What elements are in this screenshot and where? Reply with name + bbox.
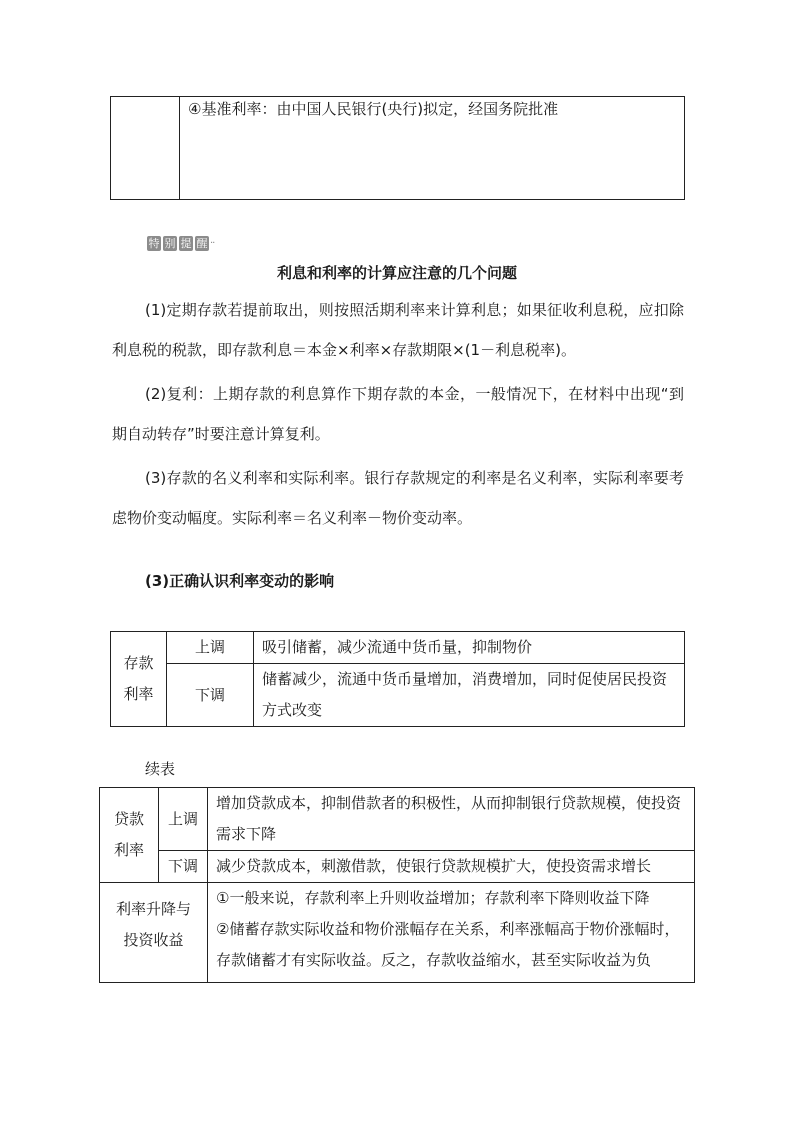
empty-cell xyxy=(111,97,180,200)
section-title: 利息和利率的计算应注意的几个问题 xyxy=(276,264,517,282)
paragraph-2: (2)复利：上期存款的利息算作下期存款的本金，一般情况下，在材料中出现“到期自动转存”时要注意计算复利。 xyxy=(112,385,684,443)
effect-cell: 吸引储蓄，减少流通中货币量，抑制物价 xyxy=(254,632,685,664)
benchmark-rate-table xyxy=(110,96,685,200)
badge-char: 特 xyxy=(148,236,160,250)
returns-point: ①一般来说，存款利率上升则收益增加；存款利率下降则收益下降 xyxy=(216,889,650,907)
paragraph-1: (1)定期存款若提前取出，则按照活期利率来计算利息；如果征收利息税，应扣除利息税的税款，即存款利息＝本金×利率×存款期限×(1－利息税率)。 xyxy=(112,301,684,359)
badge-char: 别 xyxy=(164,236,176,250)
loan-category-line: 贷款 xyxy=(113,810,144,828)
direction-cell: 上调 xyxy=(159,788,208,851)
loan-rate-table xyxy=(99,787,695,983)
effect-cell: 增加贷款成本，抑制借款者的积极性，从而抑制银行贷款规模，使投资需求下降 xyxy=(208,788,695,851)
continued-table-label: 续表 xyxy=(145,760,176,778)
returns-point: ②储蓄存款实际收益和物价涨幅存在关系，利率涨幅高于物价涨幅时，存款储蓄才有实际收益。反之，存款收益缩水，甚至实际收益为负 xyxy=(216,920,680,969)
badge-dots: ·· xyxy=(210,237,215,249)
paragraph-3: (3)存款的名义利率和实际利率。银行存款规定的利率是名义利率，实际利率要考虑物价变动幅度。实际利率＝名义利率－物价变动率。 xyxy=(112,469,684,527)
returns-label-cell xyxy=(100,883,208,983)
loan-category-cell xyxy=(100,788,159,883)
direction-cell: 下调 xyxy=(159,851,208,883)
deposit-category-line: 存款 xyxy=(123,654,154,672)
effect-cell: 减少贷款成本，刺激借款，使银行贷款规模扩大，使投资需求增长 xyxy=(208,851,695,883)
badge-char: 醒 xyxy=(196,236,208,250)
benchmark-rate-text: ④基准利率：由中国人民银行(央行)拟定，经国务院批准 xyxy=(180,97,685,200)
sub-heading: (3)正确认识利率变动的影响 xyxy=(145,572,335,590)
deposit-category-cell xyxy=(111,632,167,727)
loan-category-line: 利率 xyxy=(113,841,144,859)
direction-cell: 上调 xyxy=(167,632,254,664)
effect-cell: 储蓄减少，流通中货币量增加，消费增加，同时促使居民投资方式改变 xyxy=(254,664,685,727)
badge-char: 提 xyxy=(180,236,192,250)
deposit-rate-table xyxy=(110,631,685,727)
returns-content-cell xyxy=(208,883,695,983)
returns-label-line: 利率升降与 xyxy=(115,899,191,918)
returns-label-line: 投资收益 xyxy=(123,930,184,949)
deposit-category-line: 利率 xyxy=(123,685,154,703)
special-reminder-badge xyxy=(147,234,214,252)
direction-cell: 下调 xyxy=(167,664,254,727)
